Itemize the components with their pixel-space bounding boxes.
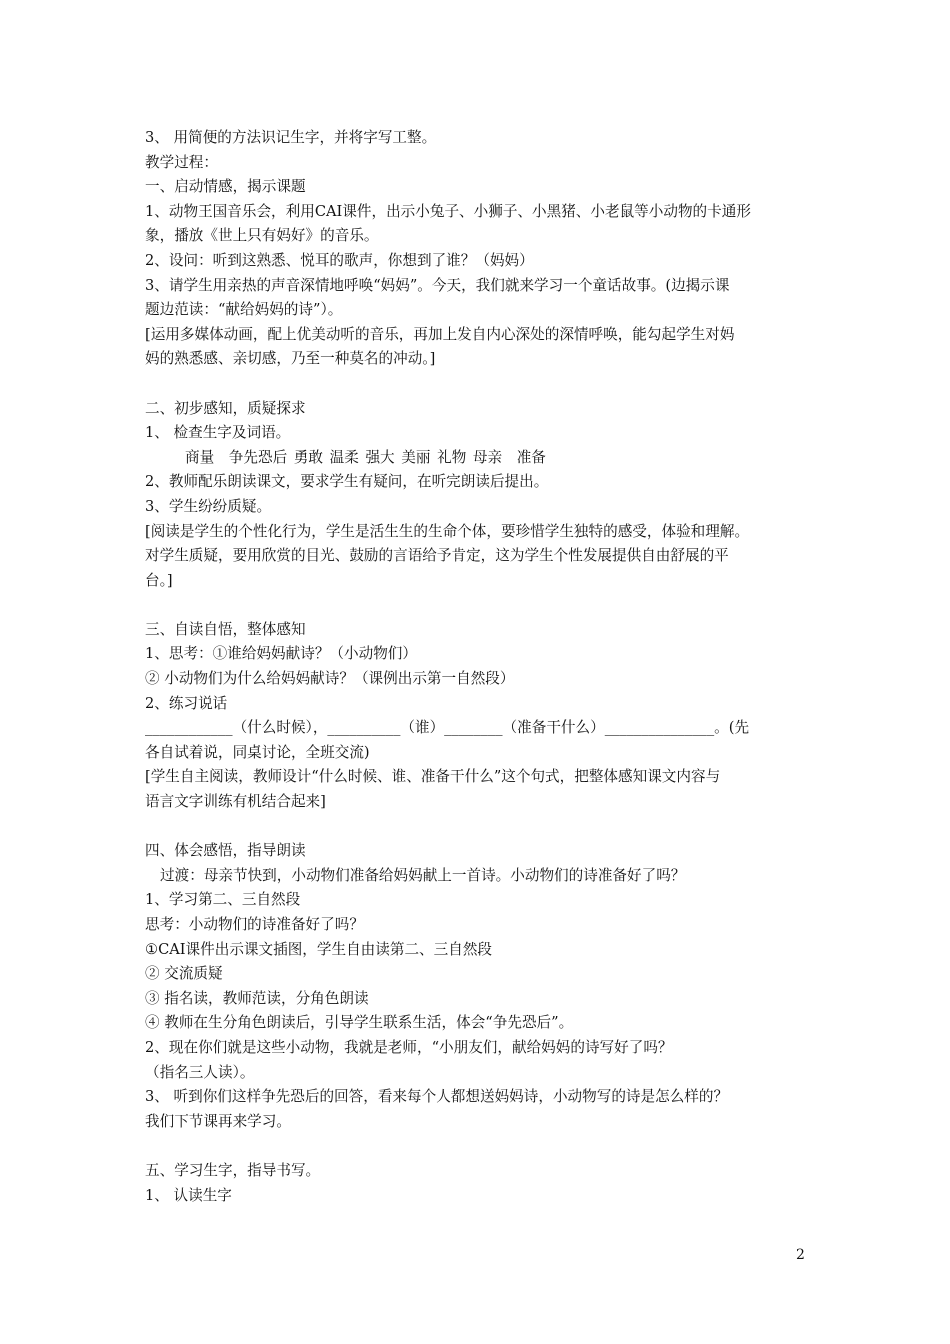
section-label: 教学过程： bbox=[145, 153, 218, 171]
section-heading: 三、自读自悟，整体感知 bbox=[145, 620, 306, 638]
paragraph-line: 3、学生纷纷质疑。 bbox=[145, 497, 272, 515]
paragraph-line: 1、 认读生字 bbox=[145, 1186, 232, 1204]
annotation-line: 妈的熟悉感、亲切感，乃至一种莫名的冲动。] bbox=[145, 350, 436, 368]
blank-line bbox=[145, 593, 810, 618]
paragraph-line: 3、请学生用亲热的声音深情地呼唤“妈妈”。今天，我们就来学习一个童话故事。(边揭示课 bbox=[145, 276, 730, 294]
paragraph-line: ④ 教师在生分角色朗读后，引导学生联系生活，体会“争先恐后”。 bbox=[145, 1014, 574, 1032]
paragraph-line: 2、练习说话 bbox=[145, 694, 228, 712]
objective-line: 3、 用简便的方法识记生字，并将字写工整。 bbox=[145, 129, 437, 146]
paragraph-line: ② 交流质疑 bbox=[145, 965, 223, 983]
paragraph-line: 象，播放《世上只有妈好》的音乐。 bbox=[145, 227, 379, 245]
paragraph-line: 过渡：母亲节快到，小动物们准备给妈妈献上一首诗。小动物们的诗准备好了吗？ bbox=[160, 866, 686, 884]
page-number: 2 bbox=[796, 1247, 805, 1263]
paragraph-line: 1、学习第二、三自然段 bbox=[145, 891, 301, 909]
paragraph-line: 2、设问：听到这熟悉、悦耳的歌声，你想到了谁？（妈妈） bbox=[145, 251, 534, 269]
paragraph-line: ①CAI课件出示课文插图，学生自由读第二、三自然段 bbox=[145, 940, 493, 958]
paragraph-line: 1、动物王国音乐会，利用CAI课件，出示小兔子、小狮子、小黑猪、小老鼠等小动物的卡通形 bbox=[145, 202, 751, 220]
paragraph-line: 思考：小动物们的诗准备好了吗？ bbox=[145, 916, 364, 933]
annotation-line: 语言文字训练有机结合起来] bbox=[145, 793, 326, 811]
paragraph-line: 各自试着说，同桌讨论，全班交流) bbox=[145, 743, 370, 761]
annotation-line: 台。] bbox=[145, 571, 173, 589]
annotation-line: [运用多媒体动画，配上优美动听的音乐，再加上发自内心深处的深情呼唤，能勾起学生对妈 bbox=[145, 325, 735, 343]
section-heading: 四、体会感悟，指导朗读 bbox=[145, 842, 306, 860]
paragraph-line: 2、教师配乐朗读课文，要求学生有疑问，在听完朗读后提出。 bbox=[145, 473, 549, 491]
blank-line bbox=[145, 1134, 810, 1159]
blank-line bbox=[145, 815, 810, 840]
section-heading: 五、学习生字，指导书写。 bbox=[145, 1161, 321, 1179]
paragraph-line: 1、 检查生字及词语。 bbox=[145, 424, 291, 442]
paragraph-line: ② 小动物们为什么给妈妈献诗？（课例出示第一自然段） bbox=[145, 670, 515, 688]
paragraph-line: 1、思考：①谁给妈妈献诗？（小动物们） bbox=[145, 645, 417, 663]
paragraph-line: 3、 听到你们这样争先恐后的回答，看来每个人都想送妈妈诗，小动物写的诗是怎么样的？ bbox=[145, 1088, 729, 1106]
fill-in-exercise: ____________（什么时候），__________（谁）________（准备干什么）_______________。(先 bbox=[145, 719, 750, 737]
section-heading: 二、初步感知，质疑探求 bbox=[145, 399, 306, 417]
section-heading: 一、启动情感，揭示课题 bbox=[145, 178, 306, 196]
annotation-line: [学生自主阅读，教师设计“什么时候、谁、准备干什么”这个句式，把整体感知课文内容与 bbox=[145, 768, 721, 786]
annotation-line: 对学生质疑，要用欣赏的目光、鼓励的言语给予肯定，这为学生个性发展提供自由舒展的平 bbox=[145, 547, 729, 565]
document-body bbox=[145, 126, 810, 1208]
blank-line bbox=[145, 372, 810, 397]
paragraph-line: ③ 指名读，教师范读，分角色朗读 bbox=[145, 989, 369, 1007]
annotation-line: [阅读是学生的个性化行为，学生是活生生的生命个体，要珍惜学生独特的感受，体验和理解。 bbox=[145, 522, 750, 540]
paragraph-line: 2、现在你们就是这些小动物，我就是老师，“小朋友们，献给妈妈的诗写好了吗？ bbox=[145, 1038, 673, 1056]
vocabulary-list: 商量 争先恐后 勇敢 温柔 强大 美丽 礼物 母亲 准备 bbox=[185, 448, 546, 466]
paragraph-line: 题边范读：“献给妈妈的诗”）。 bbox=[145, 301, 343, 319]
paragraph-line: （指名三人读）。 bbox=[145, 1063, 255, 1081]
paragraph-line: 我们下节课再来学习。 bbox=[145, 1112, 291, 1130]
